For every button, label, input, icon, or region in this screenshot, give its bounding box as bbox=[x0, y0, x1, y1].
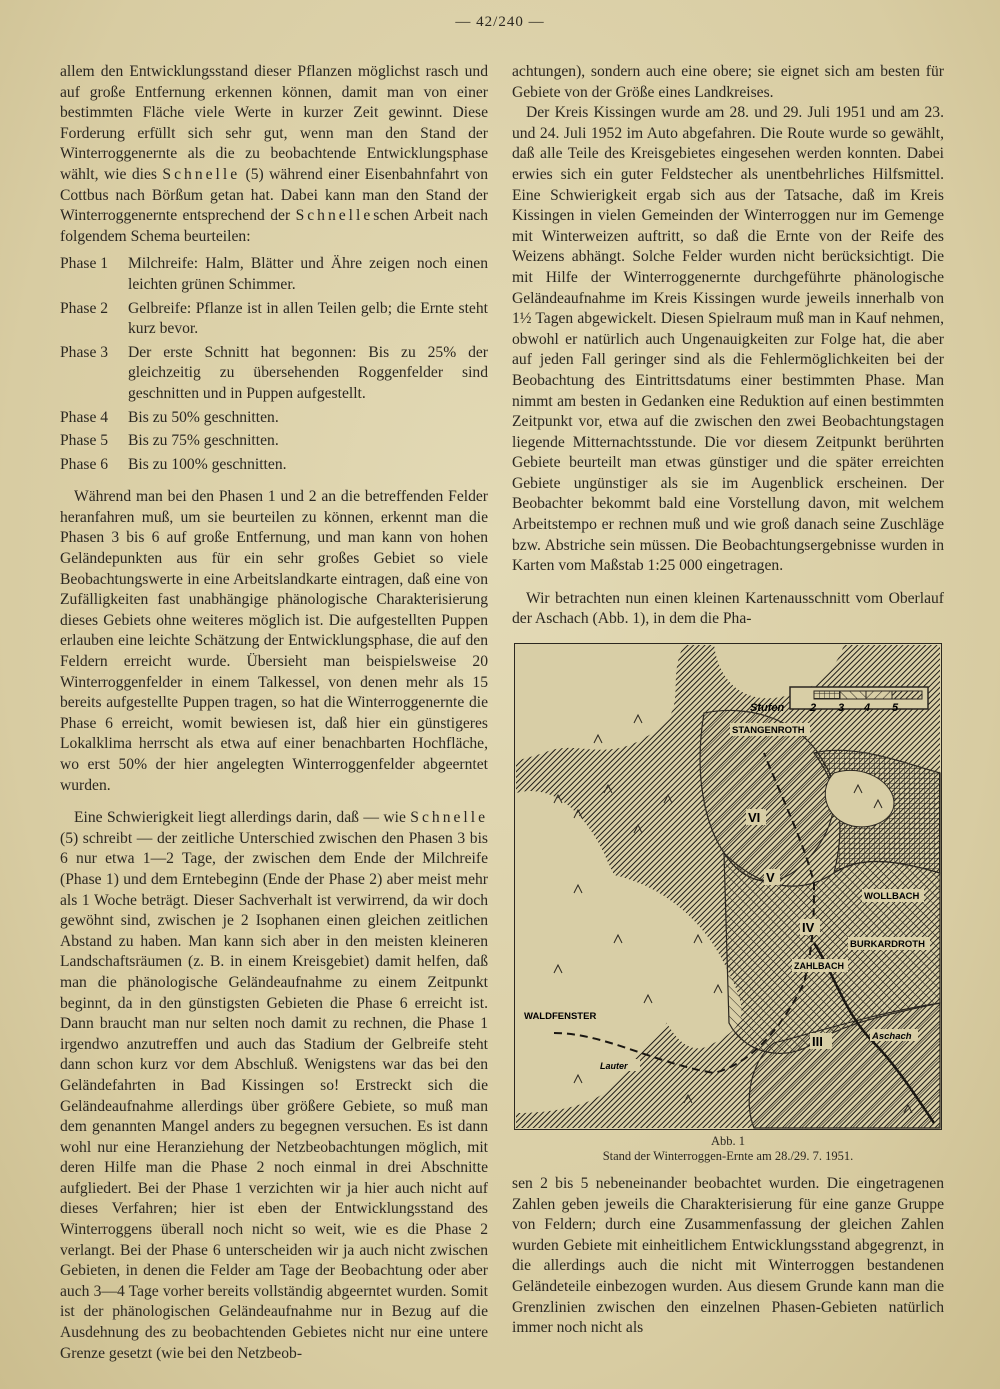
author-name: Schnelle bbox=[295, 207, 374, 225]
author-name: Schnelle bbox=[410, 809, 488, 827]
phase-list bbox=[60, 254, 488, 475]
phenology-map bbox=[514, 643, 942, 1130]
paragraph: achtungen), sondern auch eine obere; sie eignet sich am besten für Gebiete von der Größe eines Landkreises. bbox=[512, 63, 944, 101]
roman-label: V bbox=[766, 870, 775, 886]
phase-text: Der erste Schnitt hat begonnen: Bis zu 25% der gleichzeitig zu übersehenden Roggenfelder sind geschnitten und in Puppen aufgestellt. bbox=[128, 343, 488, 402]
legend-word: Stufen bbox=[750, 702, 785, 715]
paragraph: Der Kreis Kissingen wurde am 28. und 29. Juli 1951 und am 23. und 24. Juli 1952 im Auto abgefahren. Die Route wurde so gewählt, daß alle Teile des Kreisgebietes eingesehen werden konnten. Dabei erwies sich ein guter Feldstecher als unentbehrliches Hilfsmittel. Eine Schwierigkeit ergab sich aus der Tatsache, daß im Kreis Kissingen in vielen Gemeinden der Winterroggen nur im Gemenge mit Winterweizen auftritt, so daß die Ernte von der Reife des Weizens abhängt. Solche Felder wurden nicht berücksichtigt. Die mit Hilfe der Winterroggenernte durchgeführte phänologische Geländeaufnahme im Kreis Kissingen wurde jeweils innerhalb von 1½ Tagen abgewickelt. Diesen Spielraum muß man in Kauf nehmen, obwohl er natürlich auch Ungenauigkeiten zur Folge hat, die aber auf jeden Fall geringer sind als die Fehlermöglichkeiten bei der Beobachtung des Eintrittsdatums einer bestimmten Phase. Man nimmt am besten in Gedanken eine Reduktion auf einen bestimmten Zeitpunkt vor, etwa auf die zwischen den zwei Beobachtungstagen liegende Mitternachtsstunde. Die vor diesem Zeitpunkt berührten Gebiete beurteilt man etwas günstiger und die später erreichten Gebiete ungünstiger als sie im Augenblick erscheinen. Der Beobachter bekommt bald eine Vorstellung davon, mit welchem Arbeitstempo er rechnen muß und wie groß danach seine Zuschläge bzw. Abstriche sein müssen. Die Beobachtungsergebnisse wurden in Karten vom Maßstab 1:25 000 eingetragen. bbox=[512, 104, 944, 575]
place-label-waldfenster: WALDFENSTER bbox=[524, 1011, 597, 1023]
place-label-zahlbach: ZAHLBACH bbox=[794, 961, 844, 972]
author-name: Schnelle bbox=[162, 165, 241, 183]
left-column bbox=[60, 62, 488, 1364]
river-label-aschach: Aschach bbox=[872, 1031, 912, 1043]
phase-text: Gelbreife: Pflanze ist in allen Teilen gelb; die Ernte steht kurz bevor. bbox=[128, 299, 488, 338]
place-label-burkardroth: BURKARDROTH bbox=[850, 939, 925, 951]
river-label-lauter: Lauter bbox=[600, 1061, 628, 1072]
phase-item bbox=[60, 455, 488, 476]
paragraph: Während man bei den Phasen 1 und 2 an die betreffenden Felder heranfahren muß, um sie beurteilen zu können, erkennt man die Phasen 3 bis 6 auf große Entfernung, und man kann von hohen Geländepunkten aus für ein sehr großes Gebiet so viele Beobachtungswerte in eine Arbeitslandkarte eintragen, daß eine von Zufälligkeiten fast unabhängige phänologische Charakterisierung dieses Gebiets ohne weiteres möglich ist. Die aufgestellten Puppen erlauben eine leichte Schätzung der Entwicklungsphase, die auf den Feldern erreicht wurde. Übersieht man beispielsweise 20 Winterroggenfelder in einem Talkessel, von denen mehr als 15 bereits aufgestellte Puppen tragen, so hat die Winterroggenernte die Phase 6 erreicht, womit bewiesen ist, daß hier ein günstigeres Lokalklima herrscht als etwa auf einer benachbarten Hochfläche, wo erst 50% der hier angelegten Winterroggenfelder abgeerntet wurden. bbox=[60, 488, 488, 794]
roman-label: IV bbox=[802, 920, 815, 936]
place-label-wollbach: WOLLBACH bbox=[864, 891, 920, 903]
paragraph: allem den Entwicklungsstand dieser Pflanzen möglichst rasch und auf große Entfernung erkennen können, damit man von einer bestimmten Fläche viele Werte in kurzer Zeit gewinnt. Diese Forderung erfüllt sich sehr gut, wenn man den Stand der Winterroggenernte als die zu beobachtende Entwicklungsphase wählt, wie dies Schnelle (5) während einer Eisenbahnfahrt von Cottbus nach Börßum getan hat. Dabei kann man den Stand der Winterroggenernte entsprechend der Schnelleschen Arbeit nach folgendem Schema beurteilen: bbox=[60, 63, 489, 245]
phase-text: Bis zu 50% geschnitten. bbox=[128, 408, 279, 426]
legend-number: 5 bbox=[892, 702, 899, 715]
phase-item bbox=[60, 343, 488, 405]
figure-label: Abb. 1 bbox=[710, 1134, 746, 1149]
phase-item bbox=[60, 431, 488, 452]
place-label-stangenroth: STANGENROTH bbox=[732, 725, 805, 737]
page-number: — 42/240 — bbox=[455, 14, 545, 30]
legend-number: 3 bbox=[838, 702, 845, 715]
figure-caption: Stand der Winterroggen-Ernte am 28./29. 7. 1951. bbox=[602, 1149, 854, 1164]
phase-label: Phase 1 bbox=[60, 255, 109, 273]
phase-item bbox=[60, 254, 488, 295]
phase-item bbox=[60, 408, 488, 429]
right-column bbox=[512, 62, 944, 1339]
paragraph: Eine Schwierigkeit liegt allerdings darin, daß — wie Schnelle (5) schreibt — der zeitliche Unterschied zwischen den Phasen 3 bis 6 nur etwa 1—2 Tage, der zwischen dem Ende der Milchreife (Phase 1) und dem Erntebeginn (Ende der Phase 2) aber meist mehr als 1 Woche beträgt. Dieser Sachverhalt ist verwirrend, da wir doch gewöhnt sind, zwischen je 2 Isophanen einen gleichen zeitlichen Abstand zu haben. Man kann sich aber in den meisten kleineren Landschaftsräumen (z. B. in einem Kreisgebiet) damit helfen, daß man die phänologische Geländeaufnahme zu einem Zeitpunkt beginnt, da in den günstigsten Gebieten die Phase 6 erreicht ist. Dann braucht man nur selten noch damit zu rechnen, die Phase 1 irgendwo anzutreffen und auch das Stadium der Gelbreife steht dann schon kurz vor dem Abschluß. Wenigstens war das bei den Geländefahrten in Bad Kissingen so! Erstreckt sich die Geländeaufnahme allerdings über größere Gebiete, so muß man dem genannten Mangel anders zu begegnen versuchen. Es ist dann wohl nur eine Heranziehung der Netzbeobachtungen möglich, mit deren Hilfe man die Phase 2 noch einmal in drei Abschnitte aufgliedert. Bei der Phase 1 verzichten wir ja hier auch nicht auf dieses Verfahren; hier ist eben der Entwicklungsstand des Winterroggens überall noch nicht so weit, wie es die Phase 2 verlangt. Bei der Phase 6 unterscheiden wir ja auch nicht zwischen Gebieten, in denen die Felder am Tage der Beobachtung oder aber auch 3—4 Tage vorher bereits vollständig abgeerntet wurden. Somit ist der phänologischen Geländeaufnahme nur in Bezug auf die Ausdehnung des zu beobachtenden Gebietes nicht nur eine untere Grenze gesetzt (wie bei den Netzbeob- bbox=[60, 809, 488, 1362]
roman-label: VI bbox=[748, 810, 761, 826]
phase-label: Phase 4 bbox=[60, 408, 109, 426]
phase-label: Phase 5 bbox=[60, 432, 109, 450]
phase-label: Phase 3 bbox=[60, 343, 109, 361]
phase-text: Milchreife: Halm, Blätter und Ähre zeigen noch einen leichten grünen Schimmer. bbox=[128, 255, 488, 293]
phase-label: Phase 2 bbox=[60, 299, 109, 317]
roman-label: III bbox=[812, 1034, 823, 1050]
figure bbox=[512, 643, 944, 1164]
paragraph: sen 2 bis 5 nebeneinander beobachtet wurden. Die eingetragenen Zahlen geben jeweils die Charakterisierung für eine ganze Gruppe von Feldern; durch eine Zusammenfassung der gleichen Zahlen wurden Gebiete mit einheitlichem Entwicklungsstand abgegrenzt, in die allerdings auch die nicht mit Winterroggen bestandenen Geländeteile einbezogen wurden. Aus diesem Grunde kann man die Grenzlinien zwischen den einzelnen Phasen-Gebieten natürlich immer noch nicht als bbox=[512, 1175, 944, 1337]
paragraph: Wir betrachten nun einen kleinen Kartenausschnitt vom Oberlauf der Aschach (Abb. 1), in dem die Pha- bbox=[512, 589, 944, 628]
phase-label: Phase 6 bbox=[60, 455, 109, 473]
phase-item bbox=[60, 299, 488, 340]
phase-text: Bis zu 75% geschnitten. bbox=[128, 432, 279, 450]
legend-number: 2 bbox=[810, 702, 817, 715]
legend-number: 4 bbox=[864, 702, 871, 715]
phase-text: Bis zu 100% geschnitten. bbox=[128, 455, 287, 473]
